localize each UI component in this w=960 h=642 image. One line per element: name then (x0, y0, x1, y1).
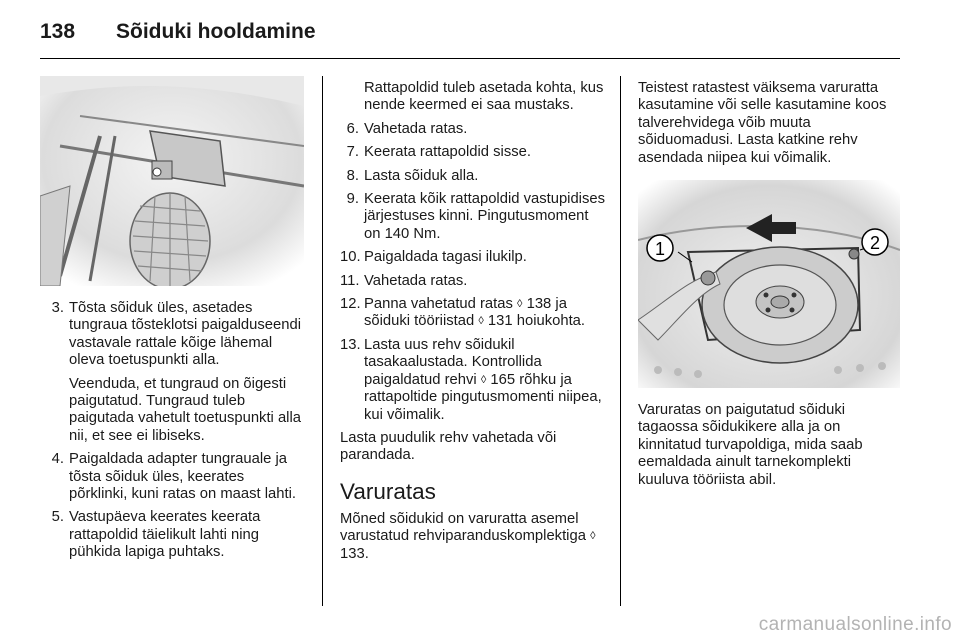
list-item (340, 191, 606, 243)
item-text: Lasta sõiduk alla. (364, 167, 479, 184)
item-number: 6. (346, 120, 359, 137)
item-number: 12. (340, 296, 361, 313)
item-text: Keerata kõik rattapoldid vastupidises järjestuses kinni. Pingutusmoment on 140 Nm. (364, 191, 605, 242)
page-header (40, 20, 316, 44)
item-number: 9. (346, 191, 359, 208)
item-text: Panna vahetatud ratas ◊ 138 ja sõiduki tööriistad ◊ 131 hoiukohta. (364, 296, 586, 330)
item-number: 3. (51, 300, 64, 316)
item-number: 10. (340, 249, 361, 266)
cross-reference-icon: ◊ (478, 315, 484, 328)
column-right-lower (638, 402, 902, 495)
spare-wheel-location-text: Varuratas on paigutatud sõiduki tagaossa sõidukikere alla ja on kinnitatud turvapoldiga, mida saab eemaldada ainult tarnekomplekti kuuluva tööriista abil. (638, 402, 863, 488)
cross-reference-link[interactable]: 165 (490, 371, 516, 388)
item-text: Keerata rattapoldid sisse. (364, 144, 531, 161)
list-item (340, 273, 606, 290)
item-text: Vahetada ratas. (364, 120, 468, 137)
continued-text: Rattapoldid tuleb asetada kohta, kus nende keermed ei saa mustaks. (364, 80, 604, 114)
spare-wheel-warning: Teistest ratastest väiksema varuratta kasutamine või selle kasutamine koos talverehvidega võib muuta sõiduomadusi. Lasta katkine rehv asendada niipea kui võimalik. (638, 80, 887, 166)
item-number: 8. (346, 167, 359, 184)
list-item (340, 121, 606, 138)
cross-reference-link[interactable]: 133. (340, 545, 369, 562)
list-item (340, 296, 606, 331)
page-number: 138 (40, 20, 76, 43)
spare-wheel-illustration (638, 180, 900, 388)
cross-reference-icon: ◊ (480, 373, 487, 386)
item-text: Lasta uus rehv sõidukil tasakaalustada. Kontrollida paigaldatud rehvi ◊ 165 rõhku ja rattapoltide pingutusmomenti niipea, kui võimalik. (364, 336, 602, 423)
section-heading: Varuratas (340, 478, 436, 504)
list-item (340, 337, 606, 424)
item-number: 5. (51, 509, 64, 526)
item-text: Tõsta sõiduk üles, asetades tungraua tõsteklotsi paigalduseendi vastavale rattale kõige lähemal oleva toetuspunkti alla. (69, 300, 301, 369)
item-text: Vastupäeva keerates keerata rattapoldid täielikult lahti ning pühkida lapiga puhtaks. (69, 509, 261, 561)
header-rule (40, 58, 900, 59)
list-item (40, 451, 306, 503)
column-right (638, 80, 902, 173)
item-text: Vahetada ratas. (364, 272, 468, 289)
item-note: Veenduda, et tungraud on õigesti paigutatud. Tungraud tuleb paigutada vahetult toetuspunkti alla nii, et see ei libiseks. (69, 375, 301, 444)
column-middle (340, 80, 606, 569)
cross-reference-link[interactable]: 138 (526, 296, 552, 313)
column-separator (322, 76, 323, 606)
item-text: Paigaldada adapter tungrauale ja tõsta sõiduk üles, keerates põrklinki, kuni ratas on maast lahti. (69, 451, 296, 503)
column-left (40, 300, 306, 568)
cross-reference-icon: ◊ (590, 530, 596, 543)
list-item (340, 144, 606, 161)
item-number: 11. (340, 272, 360, 289)
list-item (340, 168, 606, 185)
jack-illustration (40, 76, 304, 286)
item-number: 4. (51, 451, 64, 468)
cross-reference-link[interactable]: 131 (487, 313, 513, 330)
watermark: carmanualsonline.info (758, 614, 952, 635)
closing-text: Lasta puudulik rehv vahetada või parandada. (340, 429, 557, 464)
figure-label-2: 2 (869, 233, 881, 253)
cross-reference-icon: ◊ (517, 298, 523, 311)
item-number: 7. (346, 144, 359, 161)
section-text: Mõned sõidukid on varuratta asemel varustatud rehviparanduskomplektiga ◊ 133. (340, 510, 596, 562)
list-item (40, 300, 306, 370)
figure-label-1: 1 (654, 239, 666, 259)
list-item (40, 509, 306, 561)
list-item (340, 249, 606, 266)
column-separator (620, 76, 621, 606)
item-text: Paigaldada tagasi ilukilp. (364, 249, 527, 266)
page-title: Sõiduki hooldamine (116, 20, 316, 43)
item-number: 13. (340, 336, 361, 353)
